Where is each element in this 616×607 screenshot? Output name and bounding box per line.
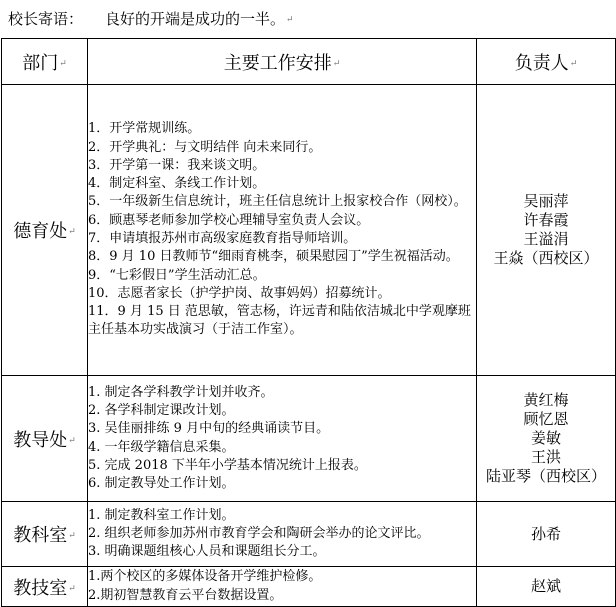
- tasks-cell: [88, 567, 477, 607]
- owner-name: 王焱（西校区）: [493, 249, 599, 267]
- table-row-jiaoke: [2, 502, 616, 567]
- motto-label: 校长寄语：: [8, 10, 84, 28]
- owner-name: 王洪: [530, 448, 561, 466]
- task-item: 4．制定科室、条线工作计划。: [88, 176, 266, 192]
- task-item: 6．顾惠琴老师参加学校心理辅导室负责人会议。: [88, 212, 370, 228]
- task-item: 3. 吴佳丽排练 9 月中旬的经典诵读节目。: [88, 421, 330, 437]
- owner-name: 许春霞: [523, 211, 569, 229]
- task-item: 6. 制定教导处工作计划。: [88, 476, 235, 492]
- task-item: 10．志愿者家长（护学护岗、故事妈妈）招募统计。: [88, 285, 391, 301]
- owner-name: 吴丽萍: [523, 192, 569, 210]
- dept-cell: 德育处↵: [2, 85, 88, 376]
- owner-name: 王溢涓: [523, 230, 569, 248]
- task-item: 1．开学常规训练。: [88, 121, 201, 137]
- task-item: 3．开学第一课：我来谈文明。: [88, 157, 266, 173]
- task-item: 5．一年级新生信息统计，班主任信息统计上报家校合作（网校）。: [88, 194, 467, 210]
- owner-name: 黄红梅: [523, 391, 569, 409]
- owners-cell: [477, 376, 616, 502]
- tasks-cell: [88, 502, 477, 567]
- owners-cell: [477, 567, 616, 607]
- owners-cell: [477, 502, 616, 567]
- dept-cell: 教技室↵: [2, 567, 88, 607]
- work-plan-table: [1, 38, 616, 607]
- task-item: 5. 完成 2018 下半年小学基本情况统计上报表。: [88, 457, 367, 473]
- task-item: 9．“七彩假日”学生活动汇总。: [88, 267, 266, 283]
- motto-text: 良好的开端是成功的一半。: [105, 10, 286, 28]
- task-item: 2. 组织老师参加苏州市教育学会和陶研会举办的论文评比。: [88, 525, 430, 541]
- owner-name: 顾忆恩: [523, 410, 569, 428]
- task-item: 3. 明确课题组核心人员和课题组长分工。: [88, 544, 326, 560]
- table-row-jiaoji: [2, 567, 616, 607]
- principal-message: 校长寄语： 良好的开端是成功的一半。↵: [8, 10, 294, 28]
- task-item: 2.期初智慧教育云平台数据设置。: [88, 587, 283, 603]
- task-item: 8．9 月 10 日教师节“细雨育桃李，硕果慰园丁”学生祝福活动。: [88, 249, 459, 265]
- owner-name: 赵斌: [530, 577, 561, 595]
- tasks-cell: [88, 85, 477, 376]
- dept-cell: 教科室↵: [2, 502, 88, 567]
- task-item: 2. 各学科制定课改计划。: [88, 402, 235, 418]
- owner-name: 姜敏: [530, 429, 561, 447]
- task-item: 1. 制定各学科教学计划并收齐。: [88, 384, 274, 400]
- header-owner: 负责人↵: [477, 39, 616, 85]
- table-row-deyu: [2, 85, 616, 376]
- header-dept: 部门↵: [2, 39, 88, 85]
- task-item: 2．开学典礼：与文明结伴 向未来同行。: [88, 139, 322, 155]
- owners-cell: [477, 85, 616, 376]
- dept-cell: 教导处↵: [2, 376, 88, 502]
- task-item: 11．9 月 15 日 范思敏，管志杨，许远青和陆依洁城北中学观摩班主任基本功实战演习（于洁工作室）。: [88, 304, 471, 338]
- owner-name: 孙希: [530, 524, 561, 543]
- task-item: 1. 制定教科室工作计划。: [88, 507, 235, 523]
- task-item: 7．申请填报苏州市高级家庭教育指导师培训。: [88, 231, 357, 246]
- task-item: 4. 一年级学籍信息采集。: [88, 439, 235, 455]
- table-row-jiaodao: [2, 376, 616, 502]
- owner-name: 陆亚琴（西校区）: [485, 467, 606, 485]
- header-row: [2, 39, 616, 85]
- header-tasks: 主要工作安排↵: [88, 39, 477, 85]
- task-item: 1.两个校区的多媒体设备开学维护检修。: [88, 569, 322, 585]
- tasks-cell: [88, 376, 477, 502]
